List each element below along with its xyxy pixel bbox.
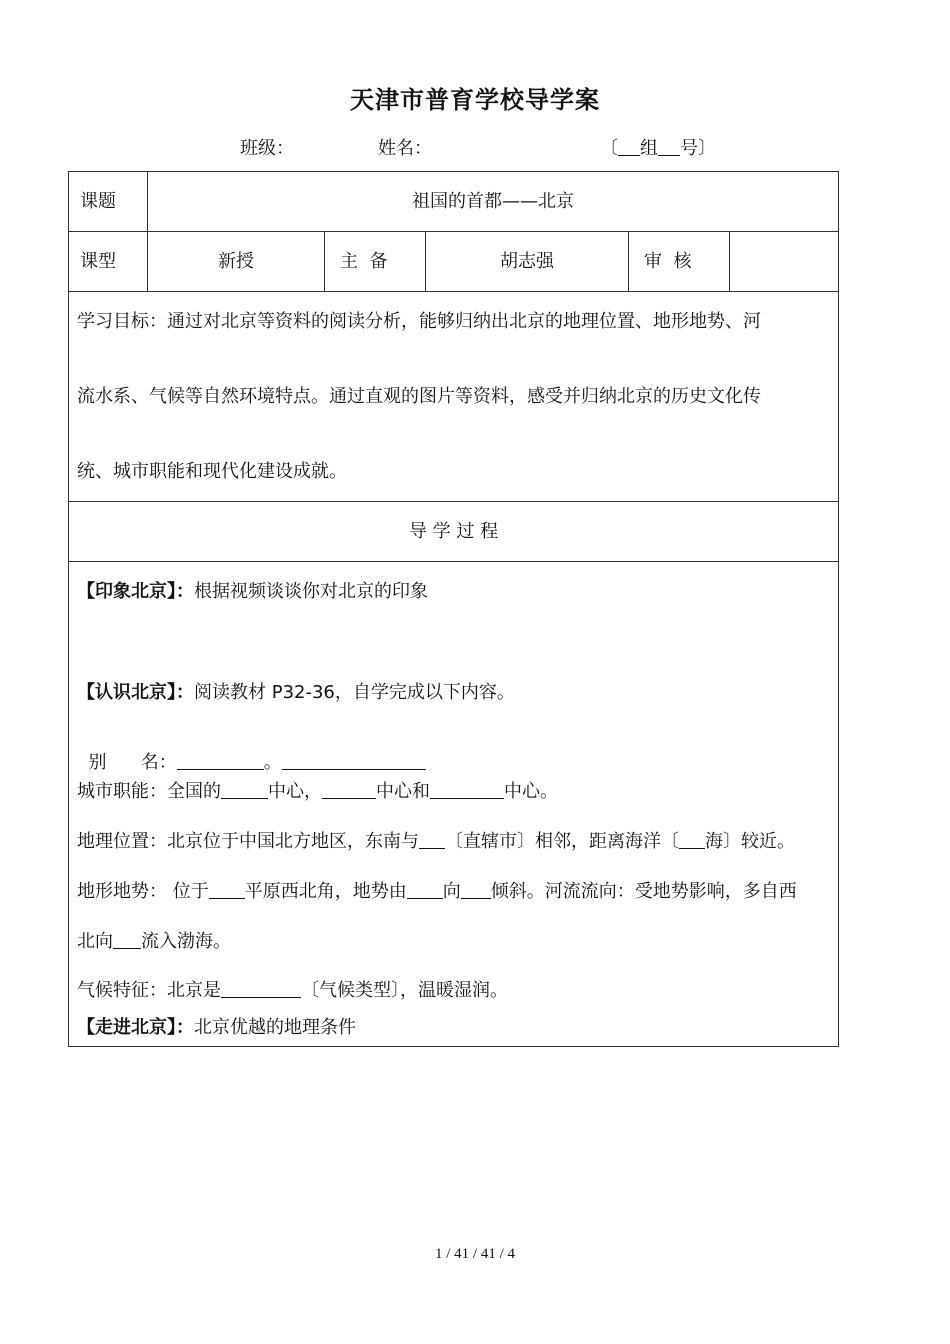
table-col-divider [324,231,325,292]
objectives-line-2: 流水系、气候等自然环境特点。通过直观的图片等资料，感受并归纳北京的历史文化传 [77,386,761,407]
alias-label: 别 名： [88,752,177,773]
geo-part1: 地理位置：北京位于中国北方地区，东南与 [77,831,419,852]
alias-blank-1[interactable] [177,751,264,770]
number-label: 号〕 [680,138,716,159]
city-blank-1[interactable] [221,780,268,799]
table-rule [68,231,839,232]
terrain-blank-4[interactable] [113,930,141,949]
terrain-part3: 向 [442,881,461,902]
prep-value: 胡志强 [500,251,554,272]
page-footer: 1 / 41 / 41 / 4 [434,1246,515,1262]
advance-text: 北京优越的地理条件 [194,1017,356,1038]
geo-part3: 海〕较近。 [705,831,795,852]
group-blank [618,137,640,156]
climate-line [77,976,508,1002]
class-label: 班级： [240,138,294,159]
table-border-left [68,171,69,1047]
table-border-bottom [68,1046,839,1047]
table-col-divider [628,231,629,292]
city-function-line [77,777,558,803]
group-open: 〔 [600,138,618,159]
climate-blank[interactable] [221,979,301,998]
impression-title: 【印象北京】： [77,581,194,602]
geo-location-line [77,827,795,853]
impression-text: 根据视频谈谈你对北京的印象 [194,581,428,602]
number-blank [658,137,680,156]
prep-label: 主 备 [340,251,388,272]
topic-value: 祖国的首都——北京 [412,191,574,212]
group-label: 组 [640,138,658,159]
alias-sep: 。 [263,752,282,773]
know-text: 阅读教材 P32-36，自学完成以下内容。 [194,682,515,703]
city-blank-3[interactable] [430,780,504,799]
city-part2: 中心， [268,781,322,802]
group-number-field [600,134,716,160]
city-part4: 中心。 [504,781,558,802]
terrain-part2: 平原西北角，地势由 [244,881,407,902]
alias-line [77,727,426,774]
alias-blank-2[interactable] [282,751,426,770]
city-label: 城市职能：全国的 [77,781,221,802]
terrain-part4: 倾斜。河流流向：受地势影响，多自西 [490,881,797,902]
advance-line [77,1013,356,1039]
name-label: 姓名： [378,138,432,159]
know-line [77,678,515,704]
objectives-line-3: 统、城市职能和现代化建设成就。 [77,461,347,482]
terrain-blank-3[interactable] [461,880,491,899]
terrain-line-2 [77,927,231,953]
table-col-divider [729,231,730,292]
terrain-blank-2[interactable] [407,880,443,899]
know-title: 【认识北京】： [77,682,194,703]
impression-line [77,577,428,603]
type-value: 新授 [218,251,254,272]
topic-label: 课题 [80,191,116,212]
climate-part1: 气候特征：北京是 [77,980,221,1001]
table-rule [68,291,839,292]
geo-blank-1[interactable] [419,830,445,849]
page-title: 天津市普育学校导学案 [350,86,600,114]
advance-title: 【走进北京】： [77,1017,194,1038]
process-heading: 导 学 过 程 [408,521,499,542]
objectives-line-1: 学习目标：通过对北京等资料的阅读分析，能够归纳出北京的地理位置、地形地势、河 [77,311,761,332]
type-label: 课型 [80,251,116,272]
table-border-top [68,171,839,172]
geo-blank-2[interactable] [679,830,705,849]
city-part3: 中心和 [376,781,430,802]
terrain-part1: 地形地势： 位于 [77,881,209,902]
geo-part2: 〔直辖市〕相邻，距离海洋〔 [445,831,679,852]
terrain-line2a: 北向 [77,931,113,952]
city-blank-2[interactable] [322,780,376,799]
table-rule [68,501,839,502]
terrain-line-1 [77,877,797,903]
table-rule [68,561,839,562]
terrain-line2b: 流入渤海。 [141,931,231,952]
terrain-blank-1[interactable] [209,880,245,899]
table-border-right [838,171,839,1047]
review-label: 审 核 [644,251,692,272]
climate-part2: 〔气候类型〕，温暖湿润。 [301,980,508,1001]
